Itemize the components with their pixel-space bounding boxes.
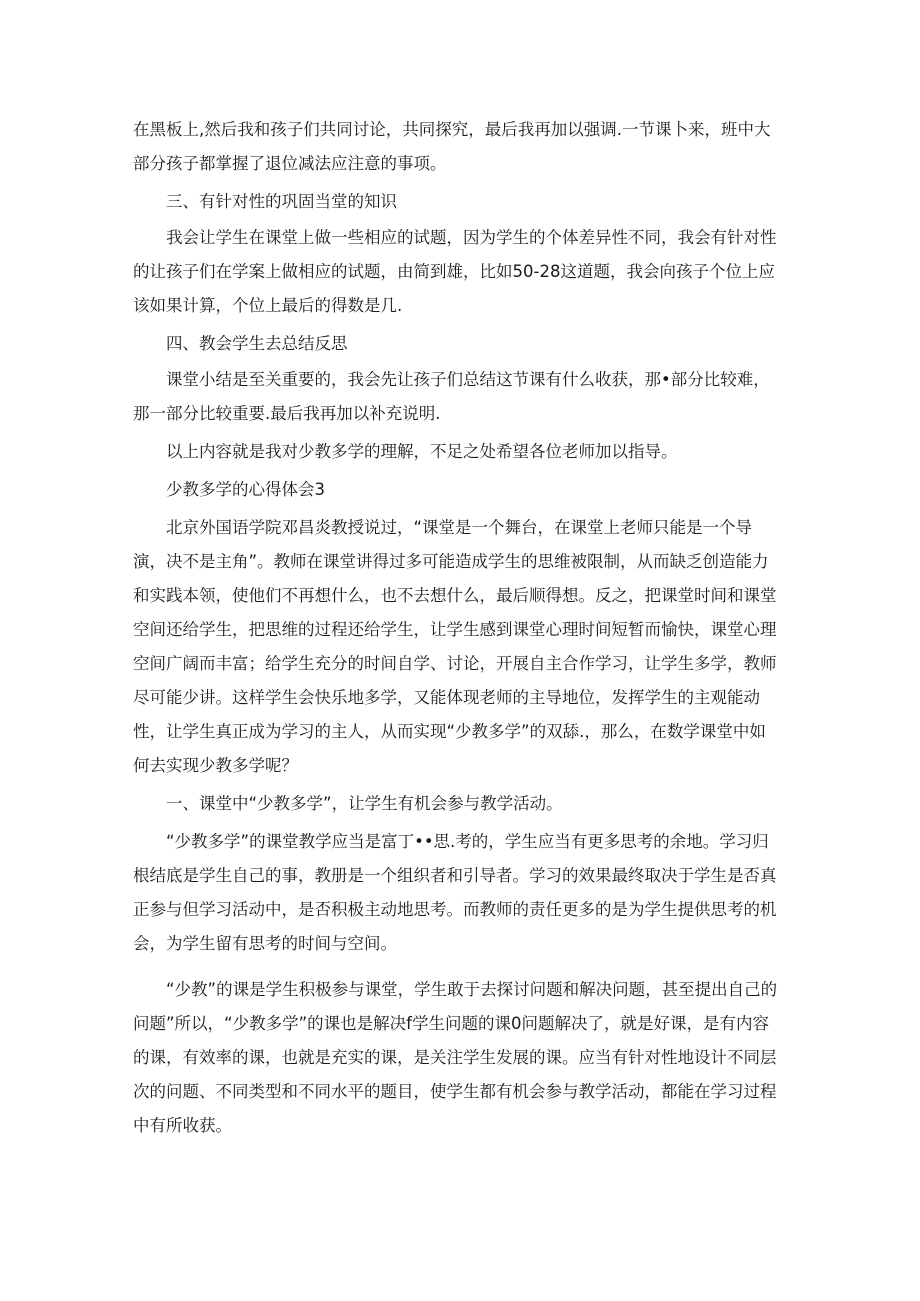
section-heading-4: 四、教会学生去总结反思 bbox=[166, 334, 348, 353]
paragraph-consolidation: 我会让学生在课堂上做一些相应的试题，因为学生的个体差异性不同，我会有针对性的让孩子们在学案上做相应的试题，由简到雄，比如50-28这道题，我会向孩子个位上应该如果计算，个位上最后的得数是几. bbox=[133, 228, 777, 315]
section-heading-1: 一、课堂中“少教多学”，让学生有机会参与教学活动。 bbox=[166, 794, 563, 813]
essay-title-3: 少教多学的心得体会3 bbox=[166, 480, 325, 499]
paragraph-continuation: 在黑板上,然后我和孩子们共同讨论，共同探究，最后我再加以强调.一节课卜来，班中大部分孩子都掌握了退位减法应注意的事项。 bbox=[133, 120, 771, 173]
paragraph-thinking: “少教多学”的课堂教学应当是富丁••思.考的，学生应当有更多思考的余地。学习归根结底是学生自己的事，教册是一个组织者和引导者。学习的效果最终取决于学生是否真正参与但学习活动中，是否积极主动地思考。而教师的责任更多的是为学生提供思考的机会，为学生留有思考的时间与空间。 bbox=[133, 832, 777, 953]
paragraph-conclusion: 以上内容就是我对少教多学的理解，不足之处希望各位老师加以指导。 bbox=[166, 442, 678, 461]
paragraph-quote-intro: 北京外国语学院邓昌炎教授说过，“课堂是一个舞台，在课堂上老师只能是一个导演，决不是主角”。教师在课堂讲得过多可能造成学生的思维被限制，从而缺乏创造能力和实践本领，使他们不再想什么，也不去想什么，最后顺得想。反之，把课堂时间和课堂空间还给学生，把思维的过程还给学生，让学生感到课堂心理时间短暂而愉快，课堂心理空间广阔而丰富；给学生充分的时间自学、讨论，开展自主合作学习，让学生多学，教师尽可能少讲。这样学生会快乐地多学，又能体现老师的主导地位，发挥学生的主观能动性，让学生真正成为学习的主人，从而实现“少教多学”的双舔.，那么，在数学课堂中如何去实现少教多学呢？ bbox=[133, 518, 777, 775]
paragraph-summary: 课堂小结是至关重要的，我会先让孩子们总结这节课有什么收获，那•部分比较难，那一部分比较重要.最后我再加以补充说明. bbox=[133, 370, 770, 423]
document-body bbox=[133, 113, 781, 1143]
paragraph-less-teaching: “少教”的课是学生积极参与课堂，学生敢于去探讨问题和解决问题，甚至提出自己的问题”所以，“少教多学”的课也是解决f学生问题的课0问题解决了，就是好课，是有内容的课，有效率的课，也就是充实的课，是关注学生发展的课。应当有针对性地设计不同层次的问题、不同类型和不同水平的题目，使学生都有机会参与教学活动，都能在学习过程中有所收获。 bbox=[133, 980, 778, 1135]
section-heading-3: 三、有针对性的巩固当堂的知识 bbox=[166, 192, 397, 211]
